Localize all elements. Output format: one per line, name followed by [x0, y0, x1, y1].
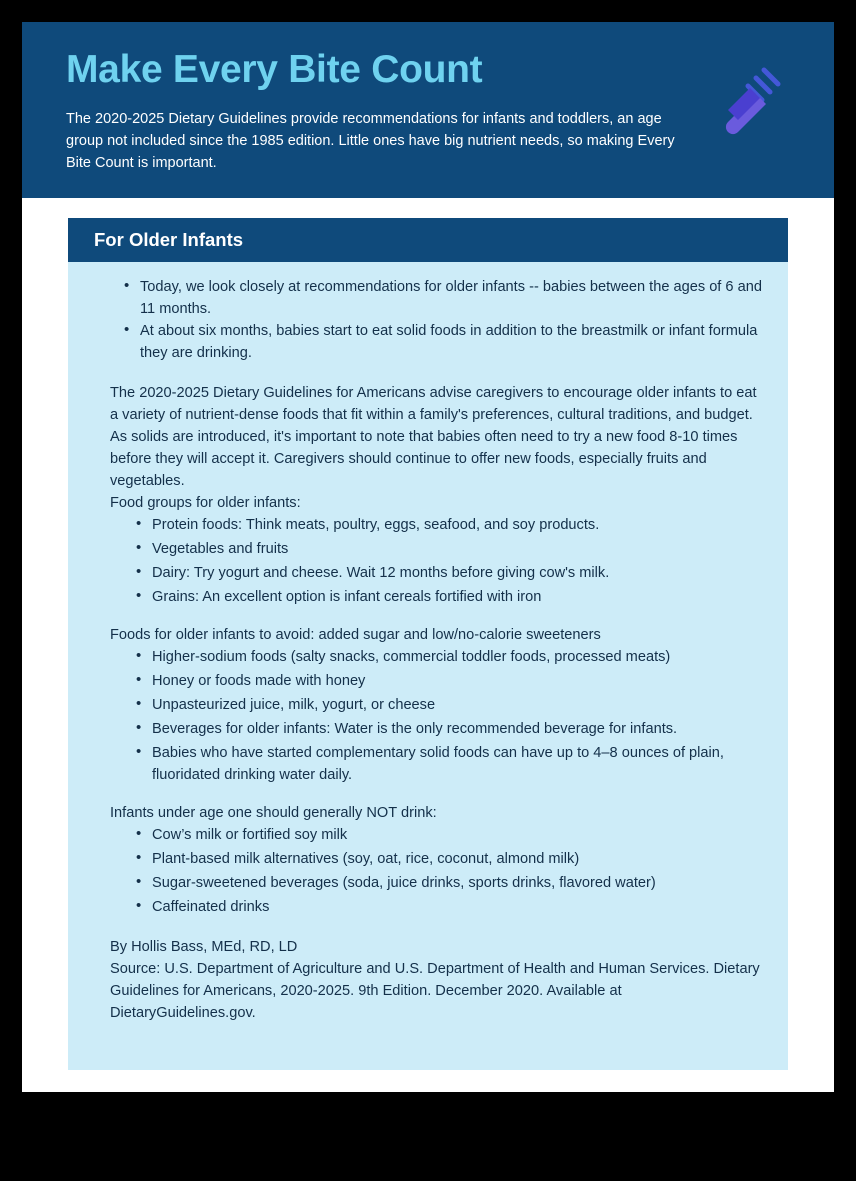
avoid-list — [110, 646, 762, 786]
list-item: • Today, we look closely at recommendations for older infants -- babies between the ages of 6 and 11 months. — [124, 276, 762, 320]
card-header — [68, 218, 788, 262]
avoid-heading: Foods for older infants to avoid: added sugar and low/no-calorie sweeteners — [110, 627, 601, 643]
byline: By Hollis Bass, MEd, RD, LD — [110, 939, 298, 955]
list-item: • Sugar-sweetened beverages (soda, juice drinks, sports drinks, flavored water) — [136, 872, 762, 894]
page-title: Make Every Bite Count — [66, 48, 483, 91]
document-page — [22, 22, 834, 1092]
content-card — [68, 218, 788, 1070]
card-body — [68, 262, 788, 1024]
food-groups-list — [110, 514, 762, 608]
list-item: • Cow’s milk or fortified soy milk — [136, 824, 762, 846]
list-item: • Unpasteurized juice, milk, yogurt, or cheese — [136, 694, 762, 716]
list-item: • At about six months, babies start to eat solid foods in addition to the breastmilk or infant formula they are drinking. — [124, 320, 762, 364]
list-item: • Plant-based milk alternatives (soy, oat, rice, coconut, almond milk) — [136, 848, 762, 870]
list-item: • Protein foods: Think meats, poultry, eggs, seafood, and soy products. — [136, 514, 762, 536]
fork-icon — [708, 60, 788, 140]
main-paragraph: The 2020-2025 Dietary Guidelines for Americans advise caregivers to encourage older infants to eat a variety of nutrient-dense foods that fit within a family's preferences, cultural traditions, and budget. As solids are introduced, it's important to note that babies often need to try a new food 8-10 times before they will accept it. Caregivers should continue to offer new foods, especially fruits and vegetables. — [110, 385, 757, 489]
food-groups-heading: Food groups for older infants: — [110, 495, 301, 511]
intro-paragraph: The 2020-2025 Dietary Guidelines provide recommendations for infants and toddlers, an age group not included since the 1985 edition. Little ones have big nutrient needs, so making Every Bite Count is important. — [66, 111, 675, 171]
list-item: • Grains: An excellent option is infant cereals fortified with iron — [136, 586, 762, 608]
header-banner — [22, 22, 834, 198]
list-item: • Vegetables and fruits — [136, 538, 762, 560]
source-note: Source: U.S. Department of Agriculture and U.S. Department of Health and Human Services. Dietary Guidelines for Americans, 2020-2025. 9th Edition. December 2020. Available at DietaryGuidelines.gov. — [110, 961, 760, 1021]
card-header-title: For Older Infants — [94, 229, 244, 250]
list-item: • Honey or foods made with honey — [136, 670, 762, 692]
not-drink-heading: Infants under age one should generally NOT drink: — [110, 805, 437, 821]
list-item: • Caffeinated drinks — [136, 896, 762, 918]
list-item: • Beverages for older infants: Water is the only recommended beverage for infants. — [136, 718, 762, 740]
list-item: • Babies who have started complementary solid foods can have up to 4–8 ounces of plain, fluoridated drinking water daily. — [136, 742, 762, 786]
top-bullet-list — [110, 276, 762, 364]
list-item: • Dairy: Try yogurt and cheese. Wait 12 months before giving cow's milk. — [136, 562, 762, 584]
list-item: • Higher-sodium foods (salty snacks, commercial toddler foods, processed meats) — [136, 646, 762, 668]
not-drink-list — [110, 824, 762, 918]
